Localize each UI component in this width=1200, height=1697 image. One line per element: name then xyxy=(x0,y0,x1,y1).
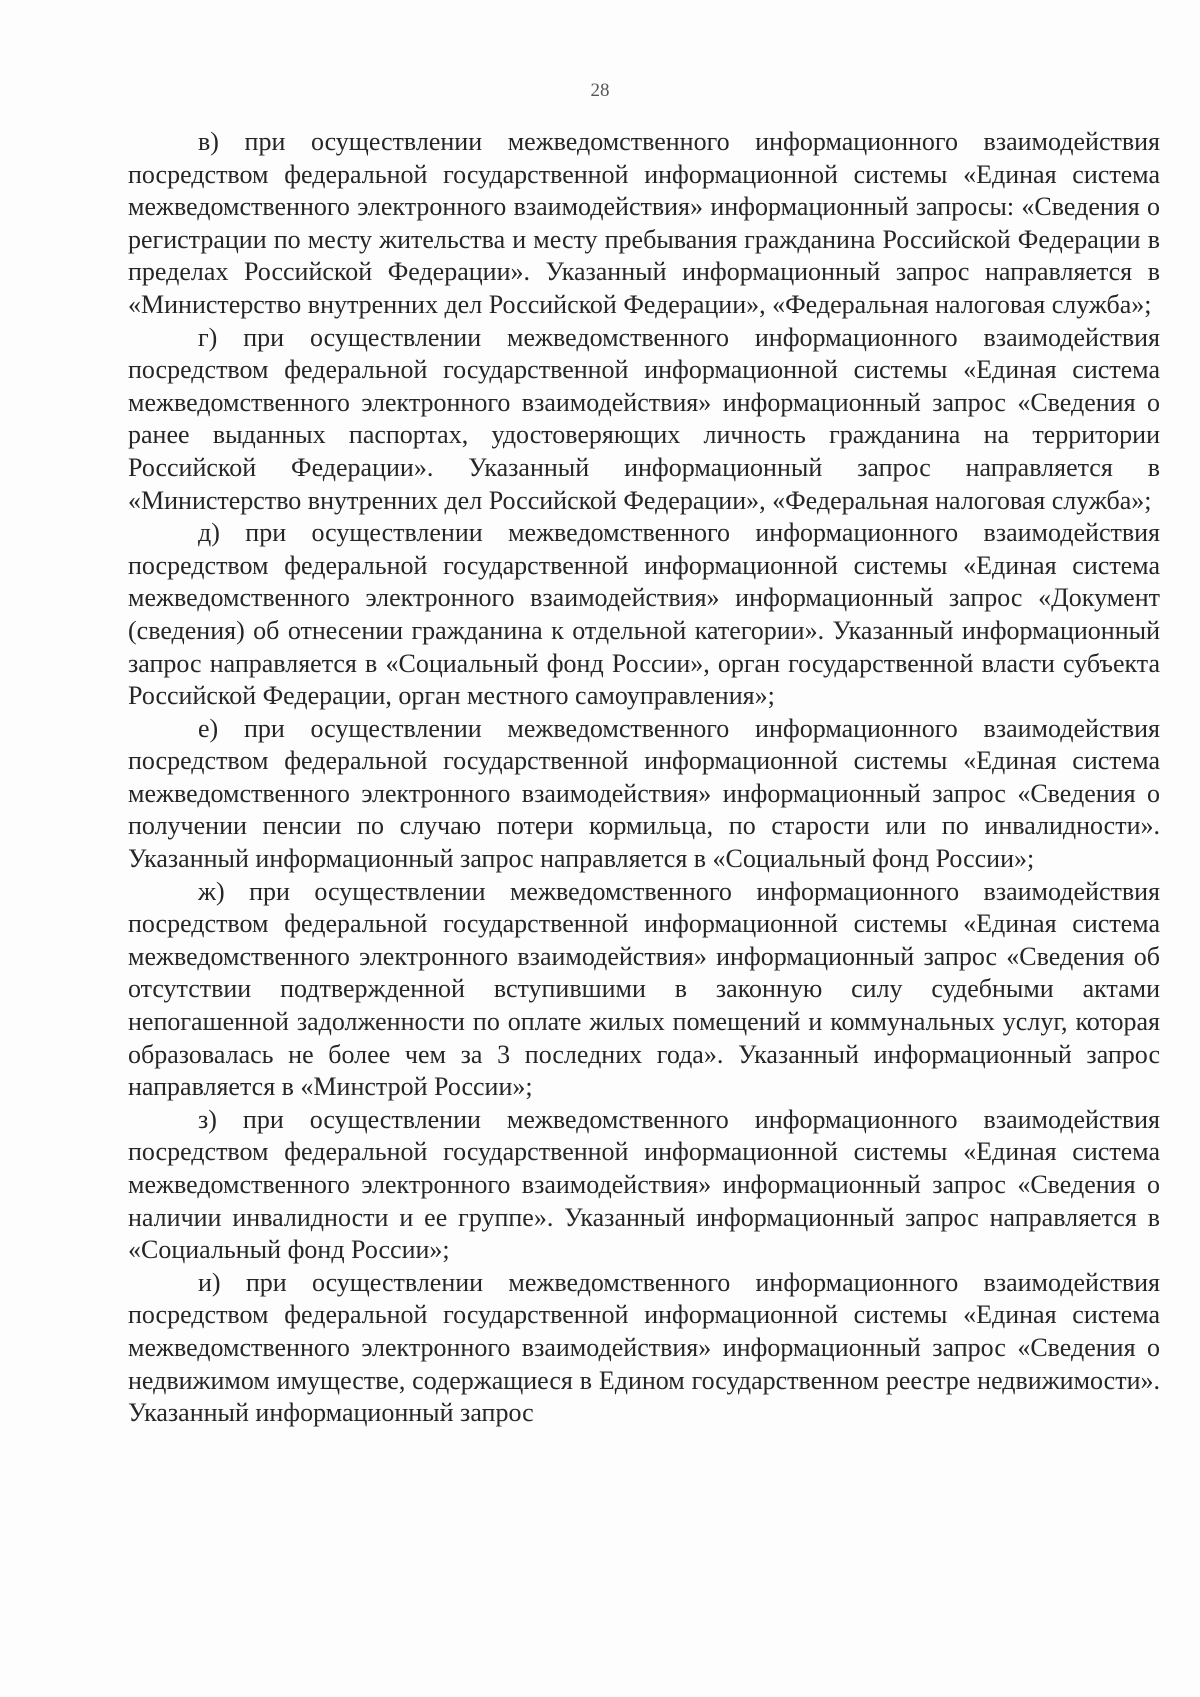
paragraph-e: е) при осуществлении межведомственного информационного взаимодействия посредством федеральной государственной информационной системы «Единая система межведомственного электронного взаимодействия» информационный запрос «Сведения о получении пенсии по случаю потери кормильца, по старости или по инвалидности». Указанный информационный запрос направляется в «Социальный фонд России»; xyxy=(128,713,1160,874)
paragraph-zh: ж) при осуществлении межведомственного информационного взаимодействия посредством федеральной государственной информационной системы «Единая система межведомственного электронного взаимодействия» информационный запрос «Сведения об отсутствии подтвержденной вступившими в законную силу судебными актами непогашенной задолженности по оплате жилых помещений и коммунальных услуг, которая образовалась не более чем за 3 последних года». Указанный информационный запрос направляется в «Минстрой России»; xyxy=(128,876,1160,1102)
paragraph-i: и) при осуществлении межведомственного информационного взаимодействия посредством федеральной государственной информационной системы «Единая система межведомственного электронного взаимодействия» информационный запрос «Сведения о недвижимом имуществе, содержащиеся в Едином государственном реестре недвижимости». Указанный информационный запрос xyxy=(128,1267,1160,1428)
page-number: 28 xyxy=(590,80,610,101)
paragraph-z: з) при осуществлении межведомственного информационного взаимодействия посредством федеральной государственной информационной системы «Единая система межведомственного электронного взаимодействия» информационный запрос «Сведения о наличии инвалидности и ее группе». Указанный информационный запрос направляется в «Социальный фонд России»; xyxy=(128,1104,1160,1265)
document-body xyxy=(128,126,1160,1430)
paragraph-g: г) при осуществлении межведомственного информационного взаимодействия посредством федеральной государственной информационной системы «Единая система межведомственного электронного взаимодействия» информационный запрос «Сведения о ранее выданных паспортах, удостоверяющих личность гражданина на территории Российской Федерации». Указанный информационный запрос направляется в «Министерство внутренних дел Российской Федерации», «Федеральная налоговая служба»; xyxy=(128,322,1160,515)
paragraph-v: в) при осуществлении межведомственного информационного взаимодействия посредством федеральной государственной информационной системы «Единая система межведомственного электронного взаимодействия» информационный запросы: «Сведения о регистрации по месту жительства и месту пребывания гражданина Российской Федерации в пределах Российской Федерации». Указанный информационный запрос направляется в «Министерство внутренних дел Российской Федерации», «Федеральная налоговая служба»; xyxy=(128,127,1160,319)
paragraph-d: д) при осуществлении межведомственного информационного взаимодействия посредством федеральной государственной информационной системы «Единая система межведомственного электронного взаимодействия» информационный запрос «Документ (сведения) об отнесении гражданина к отдельной категории». Указанный информационный запрос направляется в «Социальный фонд России», орган государственной власти субъекта Российской Федерации, орган местного самоуправления»; xyxy=(128,518,1160,711)
